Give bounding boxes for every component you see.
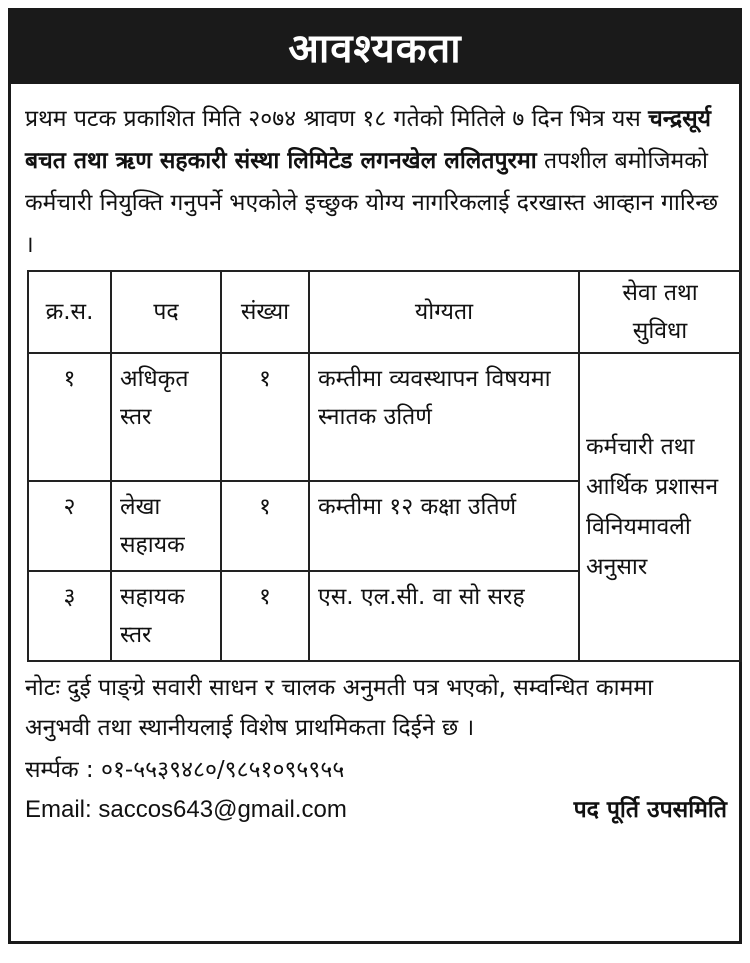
header-post: पद bbox=[111, 271, 221, 353]
row-sn: ३ bbox=[28, 571, 111, 661]
table-header-row bbox=[28, 271, 741, 353]
intro-text-end: तपशील बमोजिमको कर्मचारी नियुक्ति गनुपर्ने भएकोले इच्छुक योग्य नागरिकलाई दरखास्त आव्हान गारिन्छ । bbox=[25, 148, 718, 258]
header-benefits bbox=[579, 271, 741, 353]
contact-phone: सर्म्पक : ०१-५५३९४८०/९८५१०९५९५५ bbox=[25, 757, 345, 783]
row-qualification: कम्तीमा १२ कक्षा उतिर्ण bbox=[309, 481, 579, 571]
table-row bbox=[28, 353, 741, 481]
header-benefits-line2: सुविधा bbox=[632, 318, 688, 344]
vacancy-table bbox=[27, 270, 742, 662]
intro-text-start: प्रथम पटक प्रकाशित मिति २०७४ श्रावण १८ गतेको मितिले ७ दिन भित्र यस bbox=[25, 106, 649, 132]
row-sn: १ bbox=[28, 353, 111, 481]
contact-email: Email: saccos643@gmail.com bbox=[25, 796, 347, 823]
header-sn: क्र.स. bbox=[28, 271, 111, 353]
row-post: लेखा सहायक bbox=[111, 481, 221, 571]
organization-name: चन्द्रसूर्य बचत तथा ऋण सहकारी संस्था लिमिटेड लगनखेल ललितपुरमा bbox=[25, 106, 711, 174]
row-count: १ bbox=[221, 571, 309, 661]
advertisement-page bbox=[0, 8, 750, 963]
footer-row bbox=[11, 790, 739, 830]
row-post: अधिकृत स्तर bbox=[111, 353, 221, 481]
benefits-cell: कर्मचारी तथा आर्थिक प्रशासन विनियमावली अनुसार bbox=[579, 353, 741, 661]
row-count: १ bbox=[221, 481, 309, 571]
header-benefits-line1: सेवा तथा bbox=[622, 280, 698, 306]
row-qualification: एस. एल.सी. वा सो सरह bbox=[309, 571, 579, 661]
row-sn: २ bbox=[28, 481, 111, 571]
header-qualification: योग्यता bbox=[309, 271, 579, 353]
intro-paragraph bbox=[11, 84, 739, 270]
header-count: संख्या bbox=[221, 271, 309, 353]
row-count: १ bbox=[221, 353, 309, 481]
row-qualification: कम्तीमा व्यवस्थापन विषयमा स्नातक उतिर्ण bbox=[309, 353, 579, 481]
row-post: सहायक स्तर bbox=[111, 571, 221, 661]
committee-name: पद पूर्ति उपसमिति bbox=[573, 797, 727, 823]
page-title: आवश्यकता bbox=[288, 25, 462, 72]
note-text: नोटः दुई पाङ्ग्रे सवारी साधन र चालक अनुमती पत्र भएको, सम्वन्धित काममा अनुभवी तथा स्थानीयलाई विशेष प्राथमिकता दिईने छ । bbox=[25, 675, 654, 741]
advertisement-frame bbox=[8, 84, 742, 944]
title-banner bbox=[8, 8, 742, 84]
